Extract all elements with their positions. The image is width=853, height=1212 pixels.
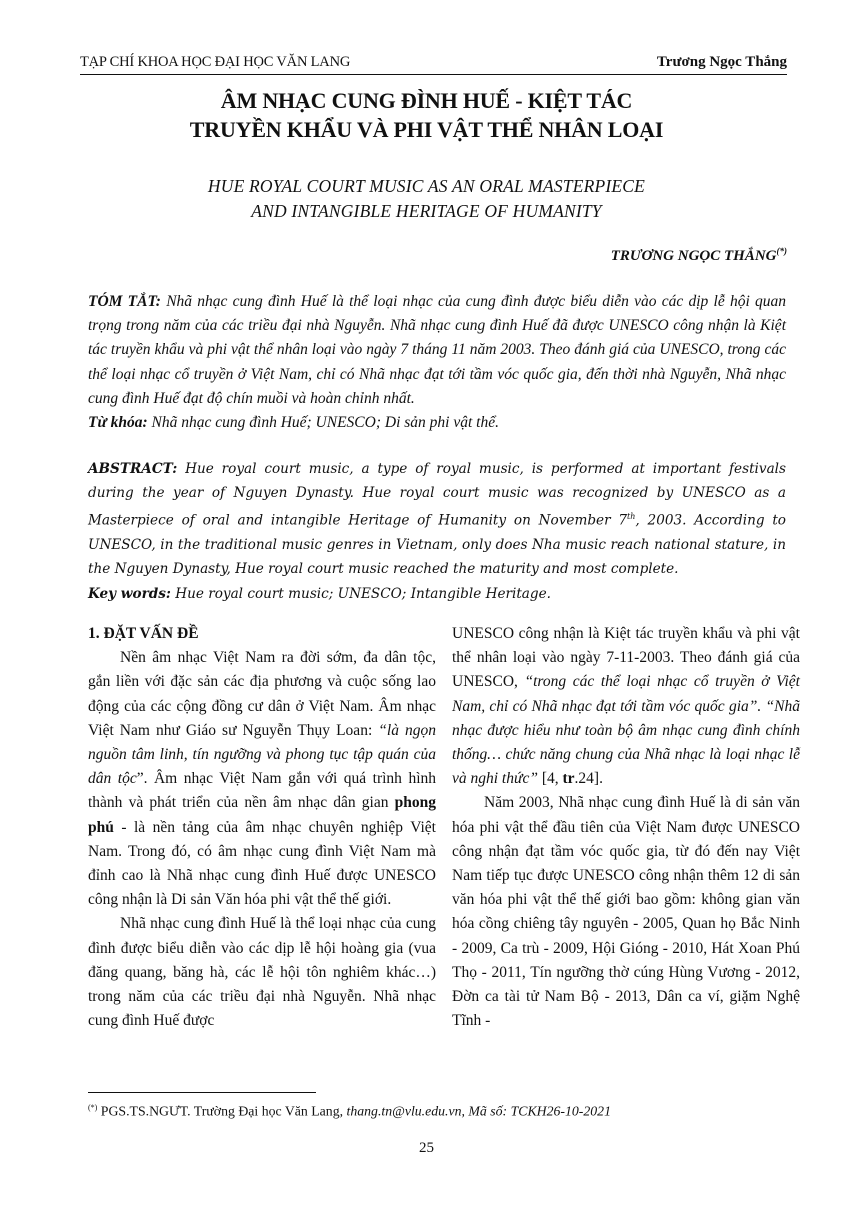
title-en-line-1: HUE ROYAL COURT MUSIC AS AN ORAL MASTERPIECE xyxy=(207,176,646,196)
body-column-left xyxy=(88,622,436,1033)
abstract-vietnamese xyxy=(88,290,786,435)
title-vietnamese xyxy=(0,86,853,144)
title-vi-line-1: ÂM NHẠC CUNG ĐÌNH HUẾ - KIỆT TÁC xyxy=(220,88,633,113)
title-english xyxy=(0,174,853,224)
keywords-vi xyxy=(88,411,786,435)
keywords-en-text: Hue royal court music; UNESCO; Intangible Heritage. xyxy=(170,585,551,602)
author-byline xyxy=(611,246,787,265)
footnote-email[interactable]: thang.tn@vlu.edu.vn xyxy=(346,1103,462,1119)
footnote-code: , Mã số: TCKH26-10-2021 xyxy=(461,1103,611,1119)
section-heading: 1. ĐẶT VẤN ĐỀ xyxy=(88,625,199,642)
abstract-en-text-2: , 2003. According to UNESCO, in the traditional music genres in Vietnam, only does Nha music reach national stature, in the Nguyen Dynasty, Hue royal court music reached the maturity and most complete. xyxy=(88,512,786,578)
p3-text-b: [4, xyxy=(537,770,563,788)
body-paragraph-2: Nhã nhạc cung đình Huế là thể loại nhạc của cung đình được biểu diễn vào các dịp lễ hội hoàng gia (vua đăng quang, băng hà, các lễ hội tôn nghiêm khác…) trong năm của các triều đại nhà Nguyễn. Nhã nhạc cung đình Huế được xyxy=(88,915,436,1030)
title-vi-line-2: TRUYỀN KHẨU VÀ PHI VẬT THỂ NHÂN LOẠI xyxy=(189,117,664,142)
body-column-right xyxy=(452,622,800,1033)
ordinal-suffix: th xyxy=(627,512,636,522)
p1-text-c: - là nền tảng của âm nhạc chuyên nghiệp Việt Nam. Trong đó, có âm nhạc cung đình Việt Nam mà đỉnh cao là Nhã nhạc cung đình Huế được UNESCO công nhận là Di sản Văn hóa phi vật thể thế giới. xyxy=(88,818,436,909)
abstract-english xyxy=(88,457,786,606)
keywords-en xyxy=(88,582,786,606)
keywords-en-label: Key words: xyxy=(88,585,171,602)
footnote xyxy=(88,1103,611,1120)
body-paragraph-3 xyxy=(452,622,800,791)
abstract-vi-paragraph xyxy=(88,290,786,411)
body-paragraph-1 xyxy=(88,646,436,912)
title-en-line-2: AND INTANGIBLE HERITAGE OF HUMANITY xyxy=(251,201,602,221)
header-author: Trương Ngọc Thắng xyxy=(656,54,787,70)
p1-quote: “là ngọn nguồn tâm linh, tín ngưỡng và phong tục tập quán của dân tộc xyxy=(88,721,436,788)
running-header xyxy=(80,52,787,75)
p3-text-a: UNESCO công nhận là Kiệt tác truyền khẩu và phi vật thể nhân loại vào ngày 7-11-2003. Theo đánh giá của UNESCO, xyxy=(452,625,800,691)
abstract-en-paragraph xyxy=(88,457,786,582)
abstract-en-text-1: Hue royal court music, a type of royal music, is performed at important festivals during the year of Nguyen Dynasty. Hue royal court music was recognized by UNESCO as a Masterpiece of oral and intangible Heritage of Humanity on November 7 xyxy=(88,461,786,529)
keywords-vi-text: Nhã nhạc cung đình Huế; UNESCO; Di sản phi vật thể. xyxy=(147,414,499,432)
p1-bold: phong phú xyxy=(88,794,436,836)
footnote-divider xyxy=(88,1092,316,1093)
footnote-mark: (*) xyxy=(88,1103,98,1112)
author-name: TRƯƠNG NGỌC THẮNG xyxy=(610,248,777,264)
abstract-vi-label: TÓM TẮT: xyxy=(88,293,161,310)
body-paragraph-4: Năm 2003, Nhã nhạc cung đình Huế là di sản văn hóa phi vật thể đầu tiên của Việt Nam được UNESCO công nhận đạt tầm vóc quốc gia, từ đó đến nay Việt Nam tiếp tục được UNESCO công nhận thêm 12 di sản văn hóa phi vật thể thế giới bao gồm: không gian văn hóa cồng chiêng tây nguyên - 2005, Quan họ Bắc Ninh - 2009, Ca trù - 2009, Hội Gióng - 2010, Hát Xoan Phú Thọ - 2011, Tín ngưỡng thờ cúng Hùng Vương - 2012, Đờn ca tài tử Nam Bộ - 2013, Dân ca ví, giặm Nghệ Tĩnh - xyxy=(452,794,800,1030)
abstract-en-label: ABSTRACT: xyxy=(88,461,178,477)
p3-bold: tr xyxy=(562,770,575,788)
page-number: 25 xyxy=(419,1140,434,1156)
p3-quote: “trong các thể loại nhạc cổ truyền ở Việt Nam, chỉ có Nhã nhạc đạt tới tầm vóc quốc gia”. “Nhã nhạc được hiểu như toàn bộ âm nhạc cung đình chính thống… chức năng chung của Nhã nhạc là loại nhạc lễ và nghi thức” xyxy=(452,673,800,788)
abstract-vi-text: Nhã nhạc cung đình Huế là thể loại nhạc của cung đình được biểu diễn vào các dịp lễ hội quan trọng trong năm của các triều đại nhà Nguyễn. Nhã nhạc cung đình Huế đã được UNESCO công nhận là Kiệt tác truyền khẩu và phi vật thể nhân loại vào ngày 7 tháng 11 năm 2003. Theo đánh giá của UNESCO, trong các thể loại nhạc cổ truyền ở Việt Nam, chỉ có Nhã nhạc đạt tới tầm vóc quốc gia, đến thời nhà Nguyễn, Nhã nhạc cung đình Huế đạt độ chín muồi và hoàn chỉnh nhất. xyxy=(88,293,786,407)
footnote-text: PGS.TS.NGƯT. Trường Đại học Văn Lang, xyxy=(97,1103,347,1119)
p1-text-a: Nền âm nhạc Việt Nam ra đời sớm, đa dân tộc, gắn liền với đặc sản các địa phương và cuộc sống lao động của các cộng đồng cư dân ở Việt Nam. Âm nhạc Việt Nam như Giáo sư Nguyễn Thụy Loan: xyxy=(88,649,436,739)
p1-text-b: ”. Âm nhạc Việt Nam gắn với quá trình hình thành và phát triển của nền âm nhạc dân gian xyxy=(88,770,436,812)
author-footnote-mark: (*) xyxy=(776,246,787,256)
journal-name: TẠP CHÍ KHOA HỌC ĐẠI HỌC VĂN LANG xyxy=(80,54,351,70)
keywords-vi-label: Từ khóa: xyxy=(88,414,148,432)
p3-text-c: .24]. xyxy=(574,770,603,788)
